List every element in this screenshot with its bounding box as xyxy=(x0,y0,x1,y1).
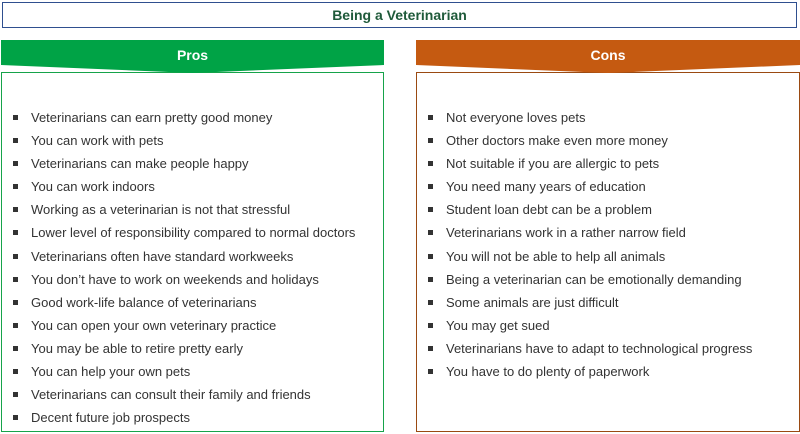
bullet-icon xyxy=(13,138,18,143)
bullet-icon xyxy=(428,346,433,351)
pros-item xyxy=(12,337,379,360)
pros-item-text: Good work-life balance of veterinarians xyxy=(31,294,257,310)
pros-column xyxy=(1,40,384,426)
pros-item xyxy=(12,198,379,221)
bullet-icon xyxy=(428,323,433,328)
cons-item xyxy=(427,221,795,244)
bullet-icon xyxy=(428,161,433,166)
pros-heading: Pros xyxy=(176,47,209,63)
pros-item xyxy=(12,383,379,406)
cons-heading: Cons xyxy=(590,47,626,63)
pros-item xyxy=(12,152,379,175)
cons-item-text: Being a veterinarian can be emotionally demanding xyxy=(446,271,742,287)
cons-item-text: Not everyone loves pets xyxy=(446,110,586,125)
cons-item-text: You may get sued xyxy=(446,317,550,333)
bullet-icon xyxy=(13,300,18,305)
pros-banner xyxy=(1,40,384,74)
pros-item xyxy=(12,406,379,429)
cons-item xyxy=(427,129,795,152)
bullet-icon xyxy=(13,254,18,259)
pros-item-text: You can work with pets xyxy=(31,133,164,149)
cons-banner xyxy=(416,40,800,74)
cons-item xyxy=(427,106,795,129)
cons-item-text: Not suitable if you are allergic to pets xyxy=(446,156,660,172)
cons-item-text: You need many years of education xyxy=(446,179,646,195)
bullet-icon xyxy=(13,415,18,420)
pros-list xyxy=(12,106,379,429)
bullet-icon xyxy=(13,392,18,397)
pros-item-text: You can open your own veterinary practice xyxy=(31,317,277,333)
bullet-icon xyxy=(13,161,18,166)
pros-item xyxy=(12,129,379,152)
bullet-icon xyxy=(428,277,433,282)
pros-item xyxy=(12,314,379,337)
pros-item-text: Working as a veterinarian is not that stressful xyxy=(31,202,291,218)
cons-item xyxy=(427,268,795,291)
cons-list xyxy=(427,106,795,383)
bullet-icon xyxy=(13,115,18,120)
bullet-icon xyxy=(428,207,433,212)
cons-item xyxy=(427,291,795,314)
bullet-icon xyxy=(428,184,433,189)
cons-list-box xyxy=(416,72,800,432)
pros-item-text: Veterinarians often have standard workweeks xyxy=(31,248,294,264)
pros-item-text: You can help your own pets xyxy=(31,364,191,380)
cons-item xyxy=(427,314,795,337)
cons-item xyxy=(427,245,795,268)
cons-item-text: Other doctors make even more money xyxy=(446,133,668,149)
pros-item xyxy=(12,245,379,268)
cons-item xyxy=(427,360,795,383)
cons-item-text: You will not be able to help all animals xyxy=(446,248,666,264)
pros-item xyxy=(12,268,379,291)
pros-item xyxy=(12,106,379,129)
pros-item-text: You don’t have to work on weekends and holidays xyxy=(31,271,319,287)
pros-item-text: Veterinarians can earn pretty good money xyxy=(31,110,273,125)
cons-item-text: Veterinarians have to adapt to technological progress xyxy=(446,340,753,356)
bullet-icon xyxy=(13,277,18,282)
title-box xyxy=(2,2,797,28)
pros-item-text: You may be able to retire pretty early xyxy=(31,340,243,356)
cons-column xyxy=(416,40,800,380)
pros-item-text: Veterinarians can consult their family and friends xyxy=(31,387,311,403)
bullet-icon xyxy=(13,369,18,374)
bullet-icon xyxy=(428,115,433,120)
bullet-icon xyxy=(13,323,18,328)
cons-item xyxy=(427,337,795,360)
cons-item-text: Veterinarians work in a rather narrow field xyxy=(446,225,686,241)
bullet-icon xyxy=(428,300,433,305)
pros-item xyxy=(12,221,379,244)
bullet-icon xyxy=(428,138,433,143)
bullet-icon xyxy=(428,230,433,235)
cons-item-text: Some animals are just difficult xyxy=(446,294,619,310)
cons-item-text: Student loan debt can be a problem xyxy=(446,202,652,218)
pros-item-text: You can work indoors xyxy=(31,179,155,195)
cons-item xyxy=(427,152,795,175)
pros-item xyxy=(12,360,379,383)
pros-item xyxy=(12,175,379,198)
pros-item xyxy=(12,291,379,314)
pros-item-text: Lower level of responsibility compared to normal doctors xyxy=(31,225,356,241)
cons-item xyxy=(427,198,795,221)
pros-list-box xyxy=(1,72,384,432)
bullet-icon xyxy=(13,207,18,212)
bullet-icon xyxy=(13,230,18,235)
bullet-icon xyxy=(13,346,18,351)
pros-item-text: Decent future job prospects xyxy=(31,410,190,426)
cons-item-text: You have to do plenty of paperwork xyxy=(446,364,650,380)
bullet-icon xyxy=(428,254,433,259)
bullet-icon xyxy=(13,184,18,189)
bullet-icon xyxy=(428,369,433,374)
pros-item-text: Veterinarians can make people happy xyxy=(31,156,249,172)
page-title: Being a Veterinarian xyxy=(332,7,467,23)
cons-item xyxy=(427,175,795,198)
